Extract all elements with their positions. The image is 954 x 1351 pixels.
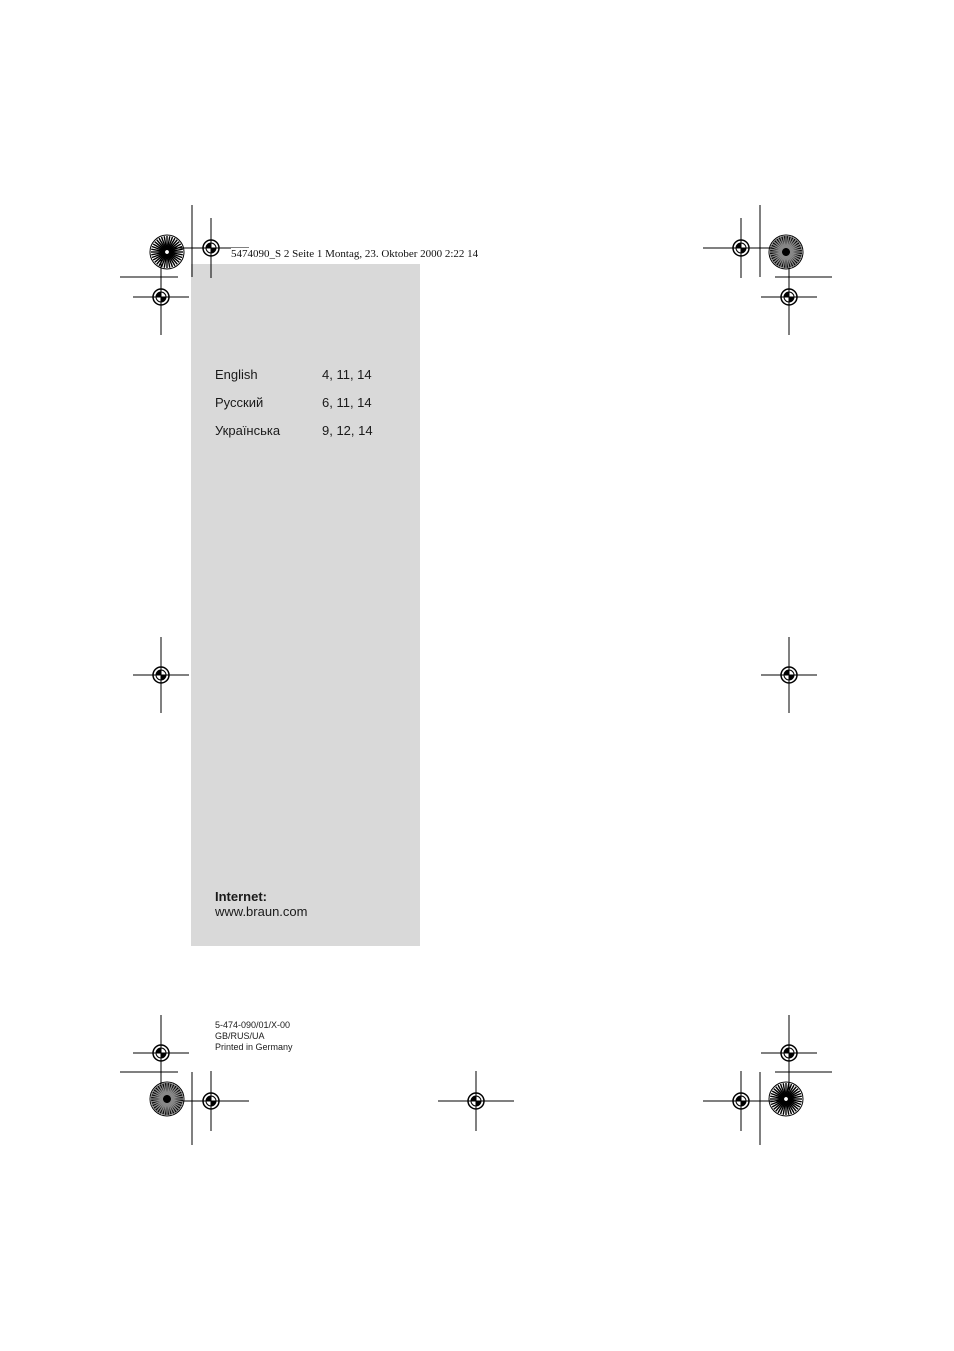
toc-language: English xyxy=(215,367,258,382)
internet-block xyxy=(215,889,307,919)
internet-label: Internet: xyxy=(215,889,267,904)
toc-pages: 6, 11, 14 xyxy=(322,395,372,410)
toc-language: Русский xyxy=(215,395,264,410)
region-codes: GB/RUS/UA xyxy=(215,1031,265,1041)
printed-in-note: Printed in Germany xyxy=(215,1042,293,1052)
website-link[interactable]: www.braun.com xyxy=(215,904,308,919)
toc-pages: 4, 11, 14 xyxy=(322,367,372,382)
product-code: 5-474-090/01/X-00 xyxy=(215,1020,291,1030)
footer-print-info xyxy=(215,1020,293,1053)
print-slug-line: 5474090_S 2 Seite 1 Montag, 23. Oktober 2000 2:22 14 xyxy=(231,248,479,260)
toc-pages: 9, 12, 14 xyxy=(322,423,373,438)
toc-language: Українська xyxy=(215,423,281,438)
